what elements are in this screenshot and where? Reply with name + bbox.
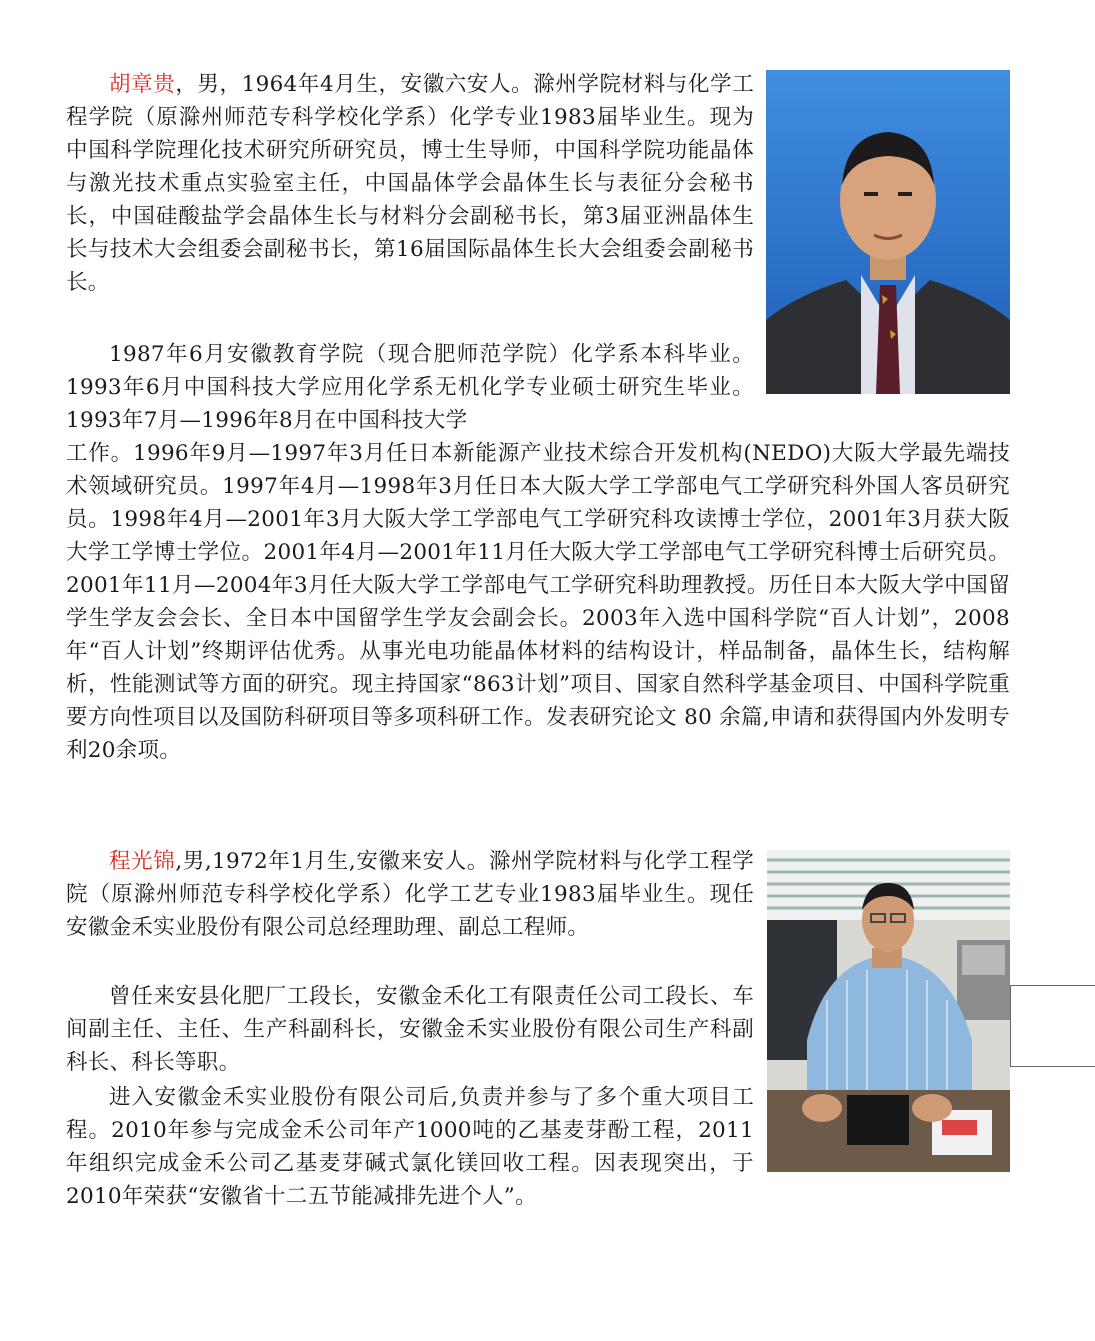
profile1-para1 bbox=[66, 68, 754, 299]
profile2-office-photo bbox=[767, 850, 1010, 1172]
profile2-intro-text: ,男,1972年1月生,安徽来安人。滁州学院材料与化学工程学院（原滁州师范专科学校化学系）化学工艺专业1983届毕业生。现任安徽金禾实业股份有限公司总经理助理、副总工程师。 bbox=[66, 849, 754, 940]
profile2-name: 程光锦 bbox=[109, 849, 176, 874]
profile1-para2-top: 1987年6月安徽教育学院（现合肥师范学院）化学系本科毕业。1993年6月中国科技大学应用化学系无机化学专业硕士研究生毕业。1993年7月—1996年8月在中国科技大学 bbox=[66, 342, 754, 433]
profile1-name: 胡章贵 bbox=[109, 72, 176, 97]
profile1-portrait-photo bbox=[766, 70, 1010, 394]
decorative-line-horizontal-bottom bbox=[1010, 1066, 1095, 1067]
profile2-para3: 进入安徽金禾实业股份有限公司后,负责并参与了多个重大项目工程。2010年参与完成金禾公司年产1000吨的乙基麦芽酚工程，2011年组织完成金禾公司乙基麦芽碱式氯化镁回收工程。因表现突出，于2010年荣获“安徽省十二五节能减排先进个人”。 bbox=[66, 1085, 754, 1209]
decorative-line-horizontal bbox=[1010, 985, 1095, 986]
profile2-para1 bbox=[66, 845, 754, 944]
profile1-para2-bottom: 工作。1996年9月—1997年3月任日本新能源产业技术综合开发机构(NEDO)大阪大学最先端技术领域研究员。1997年4月—1998年3月任日本大阪大学工学部电气工学研究科外国人客员研究员。1998年4月—2001年3月大阪大学工学部电气工学研究科攻读博士学位，2001年3月获大阪大学工学博士学位。2001年4月—2001年11月任大阪大学工学部电气工学研究科博士后研究员。2001年11月—2004年3月任大阪大学工学部电气工学研究科助理教授。历任日本大阪大学中国留学生学友会会长、全日本中国留学生学友会副会长。2003年入选中国科学院“百人计划”，2008年“百人计划”终期评估优秀。从事光电功能晶体材料的结构设计，样品制备，晶体生长，结构解析，性能测试等方面的研究。现主持国家“863计划”项目、国家自然科学基金项目、中国科学院重要方向性项目以及国防科研项目等多项科研工作。发表研究论文 80 余篇,申请和获得国内外发明专利20余项。 bbox=[66, 441, 1010, 763]
decorative-line-vertical bbox=[1010, 985, 1011, 1067]
profile2-para2: 曾任来安县化肥厂工段长，安徽金禾化工有限责任公司工段长、车间副主任、主任、生产科副科长，安徽金禾实业股份有限公司生产科副科长、科长等职。 bbox=[66, 984, 754, 1075]
profile1-intro-text: ，男，1964年4月生，安徽六安人。滁州学院材料与化学工程学院（原滁州师范专科学校化学系）化学专业1983届毕业生。现为中国科学院理化技术研究所研究员，博士生导师，中国科学院功能晶体与激光技术重点实验室主任，中国晶体学会晶体生长与表征分会秘书长，中国硅酸盐学会晶体生长与材料分会副秘书长，第3届亚洲晶体生长与技术大会组委会副秘书长，第16届国际晶体生长大会组委会副秘书长。 bbox=[66, 72, 754, 295]
